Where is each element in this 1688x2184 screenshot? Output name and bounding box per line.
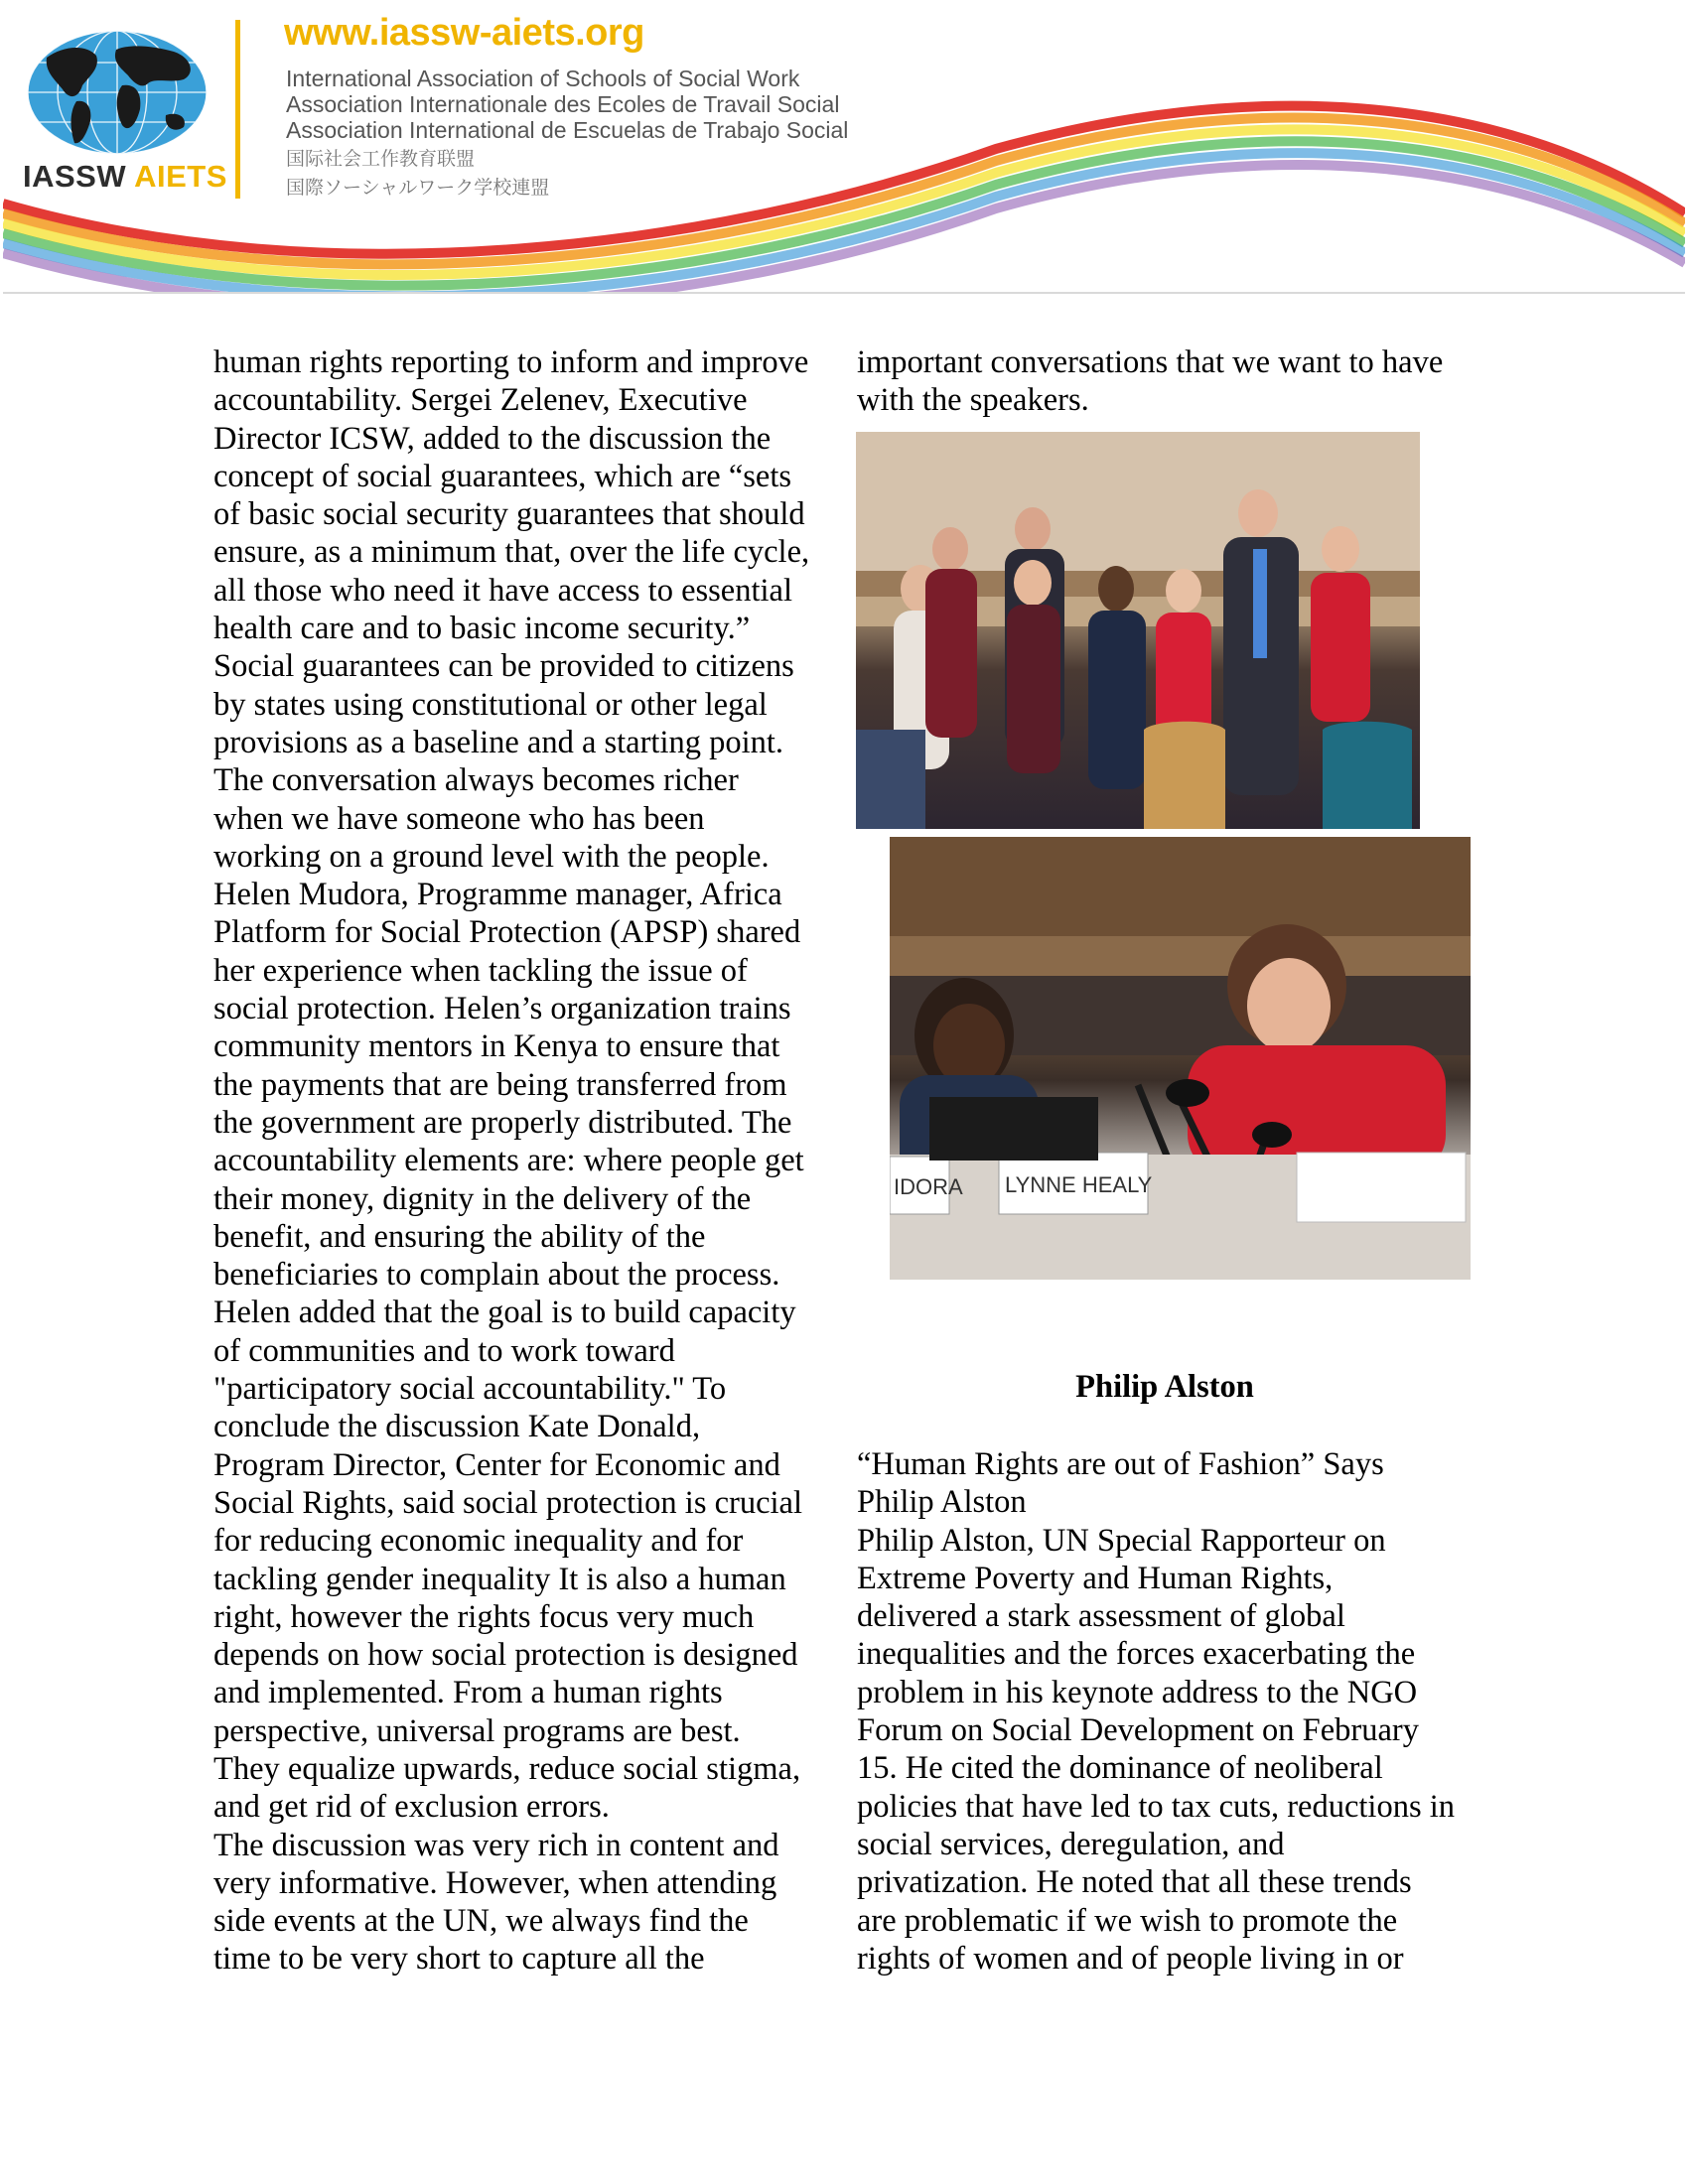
text-line: depends on how social protection is designed	[213, 1637, 798, 1674]
text-line: all those who need it have access to essential	[213, 572, 793, 609]
text-line: by states using constitutional or other legal	[213, 686, 768, 723]
text-line: 15. He cited the dominance of neoliberal	[857, 1750, 1383, 1787]
text-line: Extreme Poverty and Human Rights,	[857, 1560, 1334, 1596]
text-line: right, however the rights focus very much	[213, 1598, 755, 1635]
text-line: Platform for Social Protection (APSP) shared	[213, 914, 801, 951]
left-column-text	[213, 343, 809, 1979]
globe-logo-icon	[25, 28, 210, 157]
text-line: and get rid of exclusion errors.	[213, 1789, 610, 1826]
org-name-french: Association Internationale des Ecoles de Travail Social	[286, 91, 840, 117]
text-line: delivered a stark assessment of global	[857, 1598, 1345, 1635]
text-line: inequalities and the forces exacerbating the	[857, 1636, 1416, 1673]
text-line: with the speakers.	[857, 382, 1089, 419]
text-line: Program Director, Center for Economic and	[213, 1446, 780, 1483]
text-line: of basic social security guarantees that should	[213, 496, 805, 533]
text-line: Director ICSW, added to the discussion the	[213, 420, 772, 457]
text-line: accountability. Sergei Zelenev, Executive	[213, 382, 748, 419]
text-line: beneficiaries to complain about the process.	[213, 1257, 780, 1294]
text-line: tackling gender inequality It is also a human	[213, 1561, 786, 1597]
text-line: their money, dignity in the delivery of the	[213, 1180, 752, 1217]
group-photo	[856, 432, 1420, 829]
text-line: perspective, universal programs are best.	[213, 1712, 741, 1749]
text-line: the payments that are being transferred from	[213, 1066, 787, 1103]
text-line: Philip Alston, UN Special Rapporteur on	[857, 1522, 1386, 1559]
text-line: conclude the discussion Kate Donald,	[213, 1409, 701, 1445]
text-line: accountability elements are: where people get	[213, 1143, 804, 1179]
placard-right-text: LYNNE HEALY	[1005, 1172, 1153, 1197]
text-line: The conversation always becomes richer	[213, 762, 739, 799]
org-name-japanese: 国際ソーシャルワーク学校連盟	[286, 178, 550, 199]
text-line: benefit, and ensuring the ability of the	[213, 1218, 706, 1255]
iassw-aiets-logo-text: IASSW AIETS	[23, 159, 227, 194]
text-line: side events at the UN, we always find the	[213, 1903, 749, 1940]
text-line: very informative. However, when attending	[213, 1864, 777, 1901]
text-line: community mentors in Kenya to ensure that	[213, 1028, 780, 1065]
text-line: rights of women and of people living in or	[857, 1940, 1404, 1977]
right-column-intro-text	[857, 343, 1443, 420]
text-line: “Human Rights are out of Fashion” Says	[857, 1446, 1384, 1482]
text-line: time to be very short to capture all the	[213, 1941, 705, 1978]
header-banner	[3, 0, 1685, 294]
text-line: Social Rights, said social protection is crucial	[213, 1484, 802, 1521]
philip-alston-article-text	[857, 1445, 1455, 1978]
text-line: important conversations that we want to have	[857, 344, 1444, 380]
text-line: "participatory social accountability." To	[213, 1371, 727, 1408]
text-line: problem in his keynote address to the NGO	[857, 1674, 1418, 1710]
text-line: concept of social guarantees, which are “sets	[213, 458, 792, 494]
text-line: when we have someone who has been	[213, 800, 705, 837]
photo-caption: Philip Alston	[1075, 1369, 1254, 1405]
text-line: health care and to basic income security.”	[213, 611, 751, 647]
text-line: the government are properly distributed. The	[213, 1104, 792, 1141]
text-line: for reducing economic inequality and for	[213, 1523, 744, 1560]
text-line: human rights reporting to inform and improve	[213, 344, 809, 380]
panel-speakers-photo	[890, 837, 1471, 1280]
site-url-link[interactable]: www.iassw-aiets.org	[284, 12, 644, 54]
text-line: The discussion was very rich in content and	[213, 1827, 779, 1863]
text-line: provisions as a baseline and a starting point.	[213, 724, 784, 760]
text-line: of communities and to work toward	[213, 1332, 675, 1369]
text-line: social services, deregulation, and	[857, 1826, 1285, 1862]
rainbow-swoosh-graphic	[3, 0, 1685, 292]
text-line: working on a ground level with the people.	[213, 838, 770, 875]
text-line: They equalize upwards, reduce social stigma,	[213, 1750, 801, 1787]
text-line: privatization. He noted that all these trends	[857, 1864, 1412, 1901]
text-line: policies that have led to tax cuts, reductions in	[857, 1788, 1455, 1825]
org-name-english: International Association of Schools of Social Work	[286, 66, 800, 91]
org-name-spanish: Association International de Escuelas de Trabajo Social	[286, 117, 849, 143]
text-line: social protection. Helen’s organization trains	[213, 991, 791, 1027]
text-line: are problematic if we wish to promote the	[857, 1902, 1398, 1939]
text-line: Social guarantees can be provided to citizens	[213, 648, 794, 685]
text-line: and implemented. From a human rights	[213, 1675, 723, 1711]
header-divider	[235, 20, 240, 199]
text-line: Helen Mudora, Programme manager, Africa	[213, 877, 782, 913]
org-name-chinese: 国际社会工作教育联盟	[286, 149, 476, 170]
text-line: Forum on Social Development on February	[857, 1712, 1419, 1749]
text-line: Helen added that the goal is to build capacity	[213, 1295, 796, 1331]
text-line: ensure, as a minimum that, over the life cycle,	[213, 534, 810, 571]
text-line: her experience when tackling the issue of	[213, 952, 748, 989]
text-line: Philip Alston	[857, 1484, 1027, 1521]
placard-left-text: IDORA	[894, 1174, 963, 1199]
